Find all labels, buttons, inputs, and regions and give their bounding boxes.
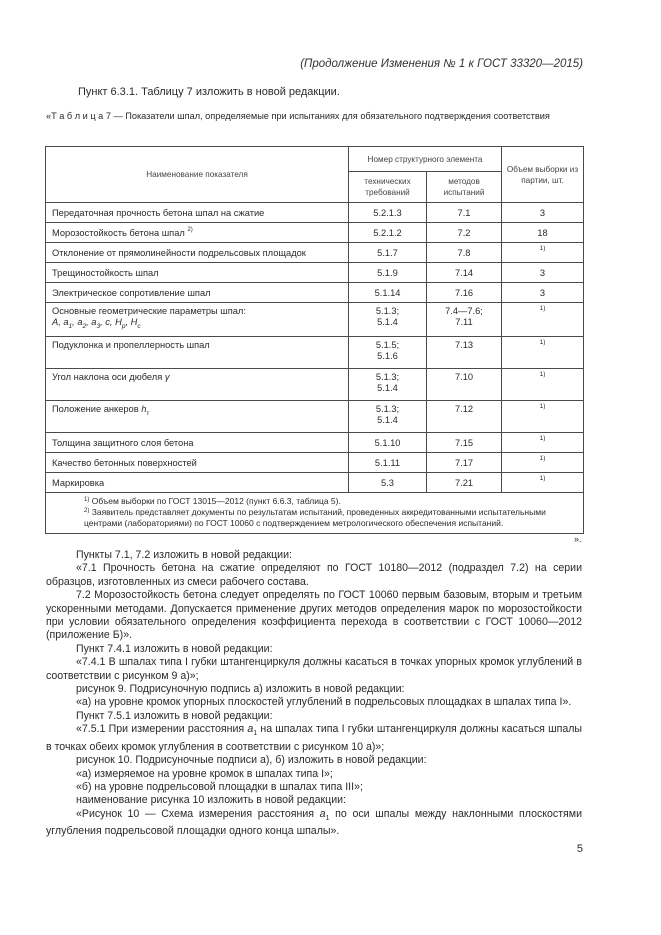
- paragraph: «7.4.1 В шпалах типа I губки штангенциркуля должны касаться в точках упорных кромок углублений в соответствии с рисунком 9 а)»;: [46, 656, 582, 682]
- table-row: Качество бетонных поверхностей 5.1.11 7.17 1): [46, 453, 584, 473]
- table-row: Угол наклона оси дюбеля γ 5.1.3; 5.1.4 7.10 1): [46, 369, 584, 401]
- paragraph: «7.1 Прочность бетона на сжатие определяют по ГОСТ 10180—2012 (подраздел 7.2) на серии образцов, изготовленных из смеси рабочего состава.: [46, 562, 582, 588]
- header-tech-requirements: технических требований: [349, 172, 427, 203]
- table-row: Основные геометрические параметры шпал: A, $a_1$, $a_2$, $a_3$, c, $H_р$, $H_с$ 5.1.3; 5.1.4 7.4—7.6; 7.11 1): [46, 303, 584, 337]
- paragraph: рисунок 9. Подрисуночную подпись а) изложить в новой редакции:: [76, 683, 405, 696]
- document-header-note: (Продолжение Изменения № 1 к ГОСТ 33320—2015): [300, 58, 583, 70]
- table-row: Толщина защитного слоя бетона 5.1.10 7.15 1): [46, 433, 584, 453]
- table-row: Передаточная прочность бетона шпал на сжатие 5.2.1.3 7.1 3: [46, 203, 584, 223]
- amendment-body: [46, 549, 582, 839]
- table-row: Отклонение от прямолинейности подрельсовых площадок 5.1.7 7.8 1): [46, 243, 584, 263]
- indicators-table: [45, 146, 584, 534]
- header-structural-element: Номер структурного элемента: [349, 147, 502, 172]
- table-row: Электрическое сопротивление шпал 5.1.14 7.16 3: [46, 283, 584, 303]
- table-close-mark: ».: [574, 534, 582, 544]
- paragraph: Пункты 7.1, 7.2 изложить в новой редакции:: [76, 549, 292, 561]
- header-test-methods: методов испытаний: [427, 172, 502, 203]
- table-notes: $^{1)}$ Объем выборки по ГОСТ 13015—2012 (пункт 6.6.3, таблица 5). $^{2)}$ Заявитель представляет документы по результатам испытаний, проведенных аккредитованными испытательными центрами (лабораториями) по ГОСТ 10060 с подтверждением метрологического обеспечения испытаний.: [46, 493, 584, 534]
- table-row: Маркировка 5.3 7.21 1): [46, 473, 584, 493]
- paragraph: «7.5.1 При измерении расстояния $a_1$ на шпалах типа I губки штангенциркуля должны касаться шпалы в точках обеих кромок углубления в соответствии с рисунком 10 а)»;: [46, 723, 583, 753]
- paragraph: Пункт 7.5.1 изложить в новой редакции:: [76, 709, 273, 722]
- header-sample-size: Объем выборки из партии, шт.: [502, 147, 584, 203]
- paragraph: «а) измеряемое на уровне кромок в шпалах типа I»;: [76, 767, 333, 780]
- table-row: Морозостойкость бетона шпал $^{2)}$ 5.2.1.2 7.2 18: [46, 223, 584, 243]
- table-row: Подуклонка и пропеллерность шпал 5.1.5; 5.1.6 7.13 1): [46, 337, 584, 369]
- item-6-3-1-text: Пункт 6.3.1. Таблицу 7 изложить в новой редакции.: [78, 86, 340, 98]
- paragraph: Пункт 7.4.1 изложить в новой редакции:: [76, 642, 273, 655]
- paragraph: «б) на уровне подрельсовой площадки в шпалах типа III»;: [76, 781, 363, 794]
- header-name: Наименование показателя: [46, 147, 349, 203]
- table-row: Положение анкеров $h_т$ 5.1.3; 5.1.4 7.12 1): [46, 401, 584, 433]
- table-notes-row: [46, 493, 584, 534]
- paragraph: наименование рисунка 10 изложить в новой редакции:: [76, 794, 346, 807]
- paragraph: «а) на уровне кромок упорных плоскостей углублений в подрельсовых площадках в шпалах типа I».: [76, 696, 572, 709]
- table-caption: «Т а б л и ц а 7 — Показатели шпал, определяемые при испытаниях для обязательного подтверждения соответствия: [46, 111, 550, 121]
- paragraph: 7.2 Морозостойкость бетона следует определять по ГОСТ 10060 первым базовым, вторым и третьим ускоренными методами. Допускается применение других методов определения марок по морозостойкости при условии обязательного определения коэффициента перехода в соответствии с ГОСТ 10060—2012 (приложение Б)».: [46, 589, 582, 642]
- paragraph: «Рисунок 10 — Схема измерения расстояния $a_1$ по оси шпалы между наклонными плоскостями углубления подрельсовой площадки одного конца шпалы».: [46, 807, 582, 838]
- paragraph: рисунок 10. Подрисуночные подписи а), б) изложить в новой редакции:: [76, 754, 427, 767]
- page-number: 5: [576, 843, 583, 855]
- table-row: Трещиностойкость шпал 5.1.9 7.14 3: [46, 263, 584, 283]
